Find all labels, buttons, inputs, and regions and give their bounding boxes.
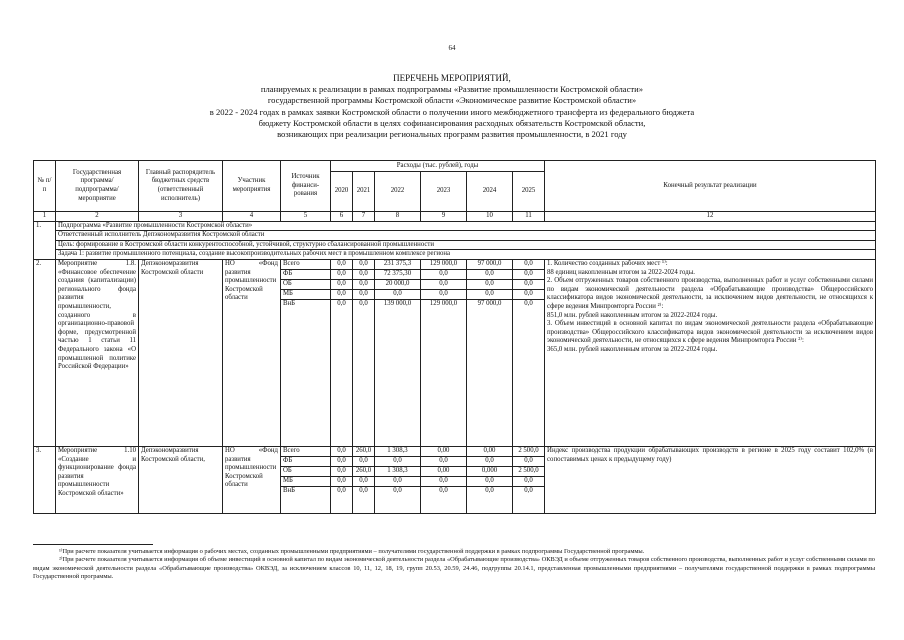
funding-value: 0,0 bbox=[353, 259, 375, 269]
heading-line: в 2022 - 2024 годах в рамках заявки Костромской области о получении иного межбюджетного трансферта из федерального бюджета bbox=[209, 106, 695, 117]
measures-table bbox=[33, 160, 876, 514]
heading-line: планируемых к реализации в рамках подпрограммы «Развитие промышленности Костромской области» bbox=[260, 84, 644, 95]
funding-value: 0,0 bbox=[513, 299, 545, 446]
funding-source: ОБ bbox=[281, 466, 331, 476]
column-number: 3 bbox=[139, 212, 223, 222]
funding-value: 0,0 bbox=[513, 259, 545, 269]
header-program: Государственная программа/ подпрограмма/ мероприятие bbox=[56, 161, 139, 212]
subprogram-row: Подпрограмма «Развитие промышленности Костромской области» bbox=[56, 221, 876, 231]
column-number: 11 bbox=[513, 212, 545, 222]
funding-value: 0,0 bbox=[375, 289, 421, 299]
funding-source: ОБ bbox=[281, 279, 331, 289]
header-manager: Главный распорядитель бюджетных средств (ответственный исполнитель) bbox=[139, 161, 223, 212]
funding-value: 0,0 bbox=[331, 259, 353, 269]
measure-result bbox=[545, 446, 876, 513]
funding-value: 0,0 bbox=[513, 456, 545, 466]
funding-value: 0,0 bbox=[331, 466, 353, 476]
funding-value: 97 000,0 bbox=[467, 299, 513, 446]
funding-source: МБ bbox=[281, 289, 331, 299]
result-line: 2. Объем отгруженных товаров собственного производства, выполненных работ и услуг собственными силами по видам экономической деятельности раздела «Обрабатывающие производства» Общероссийского классификатора видов экономической деятельности, за исключением видов деятельности, не относящихся к сфере ведения Минпромторга России ²⁾: bbox=[547, 277, 874, 310]
measure-manager: Депэкономразвития Костромской области, bbox=[139, 446, 223, 513]
header-year: 2020 bbox=[331, 172, 353, 212]
measure-manager: Депэкономразвития Костромской области bbox=[139, 259, 223, 446]
funding-value: 0,0 bbox=[513, 269, 545, 279]
funding-value: 0,0 bbox=[467, 476, 513, 486]
header-year: 2021 bbox=[353, 172, 375, 212]
funding-value: 0,0 bbox=[331, 269, 353, 279]
funding-value: 0,0 bbox=[331, 279, 353, 289]
measure-program: Мероприятие 1.8. «Финансовое обеспечение создания (капитализации) регионального фонда развития промышленности, созданного в организационно-правовой форме, предусмотренной частью 1 статьи 11 Федерального закона «О промышленной политике Российской Федерации» bbox=[56, 259, 139, 446]
column-number: 10 bbox=[467, 212, 513, 222]
measure-program: Мероприятие 1.10 «Создание и функционирование фонда развития промышленности Костромской области» bbox=[56, 446, 139, 513]
column-number: 6 bbox=[331, 212, 353, 222]
funding-value: 129 000,0 bbox=[421, 299, 467, 446]
funding-value: 0,000 bbox=[467, 466, 513, 476]
header-year: 2023 bbox=[421, 172, 467, 212]
funding-value: 0,0 bbox=[513, 486, 545, 513]
funding-value: 0,0 bbox=[353, 456, 375, 466]
funding-value: 0,0 bbox=[513, 279, 545, 289]
header-year: 2022 bbox=[375, 172, 421, 212]
funding-value: 0,0 bbox=[331, 299, 353, 446]
funding-value: 0,0 bbox=[353, 269, 375, 279]
funding-source: ФБ bbox=[281, 456, 331, 466]
funding-value: 2 500,0 bbox=[513, 466, 545, 476]
funding-value: 1 308,3 bbox=[375, 466, 421, 476]
header-year: 2024 bbox=[467, 172, 513, 212]
funding-value: 0,0 bbox=[513, 289, 545, 299]
funding-source: ВнБ bbox=[281, 486, 331, 513]
funding-value: 2 500,0 bbox=[513, 446, 545, 456]
funding-value: 0,0 bbox=[331, 446, 353, 456]
funding-value: 0,00 bbox=[421, 466, 467, 476]
column-number: 4 bbox=[223, 212, 281, 222]
funding-value: 0,0 bbox=[421, 476, 467, 486]
funding-value: 139 000,0 bbox=[375, 299, 421, 446]
header-expenses: Расходы (тыс. рублей), годы bbox=[331, 161, 545, 172]
funding-value: 260,0 bbox=[353, 446, 375, 456]
funding-value: 0,0 bbox=[353, 299, 375, 446]
column-number: 5 bbox=[281, 212, 331, 222]
column-number: 8 bbox=[375, 212, 421, 222]
funding-value: 231 375,3 bbox=[375, 259, 421, 269]
header-result: Конечный результат реализации bbox=[545, 161, 876, 212]
result-line: Индекс производства продукции обрабатывающих производств в регионе в 2025 году составит 102,0% (в сопоставимых ценах к предыдущему году) bbox=[547, 446, 874, 463]
funding-value: 0,0 bbox=[421, 269, 467, 279]
funding-value: 129 000,0 bbox=[421, 259, 467, 269]
funding-value: 0,0 bbox=[467, 456, 513, 466]
funding-value: 0,0 bbox=[375, 456, 421, 466]
funding-value: 0,00 bbox=[421, 446, 467, 456]
column-number: 12 bbox=[545, 212, 876, 222]
column-number: 1 bbox=[34, 212, 56, 222]
funding-source: МБ bbox=[281, 476, 331, 486]
header-participant: Участник мероприятия bbox=[223, 161, 281, 212]
funding-value: 0,0 bbox=[331, 476, 353, 486]
result-line: 1. Количество созданных рабочих мест ¹⁾: bbox=[547, 259, 668, 267]
measure-result bbox=[545, 259, 876, 446]
funding-value: 97 000,0 bbox=[467, 259, 513, 269]
footnotes bbox=[33, 548, 875, 582]
footnote-1: ¹⁾При расчете показателя учитывается информация о рабочих местах, созданных промышленными предприятиями – получателями государственной поддержки в рамках подпрограммы Государственной программы. bbox=[59, 548, 645, 555]
footnote-divider bbox=[33, 544, 153, 545]
heading-line: возникающих при реализации региональных программ развития промышленности, в 2021 году bbox=[277, 129, 627, 140]
funding-value: 0,0 bbox=[353, 486, 375, 513]
measure-participant: НО «Фонд развития промышленности Костромской области bbox=[223, 446, 281, 513]
funding-source: ВнБ bbox=[281, 299, 331, 446]
funding-value: 260,0 bbox=[353, 466, 375, 476]
funding-value: 0,0 bbox=[467, 289, 513, 299]
funding-value: 0,0 bbox=[353, 279, 375, 289]
funding-source: Всего bbox=[281, 446, 331, 456]
measure-number: 2. bbox=[34, 259, 56, 446]
funding-value: 0,00 bbox=[467, 446, 513, 456]
header-year: 2025 bbox=[513, 172, 545, 212]
funding-value: 0,0 bbox=[467, 279, 513, 289]
funding-value: 1 308,3 bbox=[375, 446, 421, 456]
heading-line: бюджету Костромской области в целях софинансирования расходных обязательств Костромской области, bbox=[258, 117, 646, 128]
funding-value: 0,0 bbox=[467, 269, 513, 279]
funding-value: 0,0 bbox=[353, 476, 375, 486]
funding-value: 0,0 bbox=[375, 486, 421, 513]
measure-number: 3. bbox=[34, 446, 56, 513]
measure-participant: НО «Фонд развития промышленности Костромской области bbox=[223, 259, 281, 446]
funding-value: 0,0 bbox=[353, 289, 375, 299]
goal-row: Цель: формирование в Костромской области конкурентоспособной, устойчивой, структурно сбалансированной промышленности bbox=[56, 240, 876, 250]
heading-line: государственной программы Костромской области «Экономическое развитие Костромской области» bbox=[267, 95, 637, 106]
result-line: 365,0 млн. рублей накопленным итогом за 2022-2024 годы. bbox=[547, 345, 718, 353]
funding-source: Всего bbox=[281, 259, 331, 269]
funding-value: 0,0 bbox=[331, 486, 353, 513]
section-number: 1. bbox=[34, 221, 56, 259]
document-heading bbox=[60, 73, 844, 140]
funding-value: 20 000,0 bbox=[375, 279, 421, 289]
executor-row: Ответственный исполнитель Депэкономразвития Костромской области bbox=[56, 231, 876, 241]
funding-value: 0,0 bbox=[331, 456, 353, 466]
funding-value: 0,0 bbox=[331, 289, 353, 299]
funding-value: 0,0 bbox=[467, 486, 513, 513]
task-row: Задача 1: развитие промышленного потенциала, создание высокопроизводительных рабочих мест в промышленном комплексе региона bbox=[56, 250, 876, 260]
funding-value: 0,0 bbox=[513, 476, 545, 486]
funding-value: 0,0 bbox=[421, 279, 467, 289]
header-num: № п/п bbox=[34, 161, 56, 212]
funding-value: 0,0 bbox=[421, 289, 467, 299]
header-source: Источник финанси-рования bbox=[281, 161, 331, 212]
column-number: 2 bbox=[56, 212, 139, 222]
footnote-2: ²⁾При расчете показателя учитывается информация об объеме инвестиций в основной капитал по видам экономической деятельности раздела «Обрабатывающие производства» ОКВЭД и объеме отгруженных товаров собственного производства, выполненных работ и услуг собственными силами по видам экономической деятельности раздела «Обрабатывающие производства» ОКВЭД, за исключением классов 10, 11, 12, 18, 19, групп 20.53, 20.59, 24.46, подгруппы 20.14.1, представленная промышленными предприятиями – получателями государственной поддержки в рамках подпрограммы Государственной программы. bbox=[33, 556, 875, 581]
result-line: 3. Объем инвестиций в основной капитал по видам экономической деятельности раздела «Обрабатывающие производства» Общероссийского классификатора видов экономической деятельности за исключением видов экономической деятельности, не относящихся к сфере ведения Минпромторга России ²⁾: bbox=[547, 320, 874, 345]
funding-value: 0,0 bbox=[421, 456, 467, 466]
funding-value: 0,0 bbox=[375, 476, 421, 486]
result-line: 88 единиц накопленным итогом за 2022-2024 годы. bbox=[547, 268, 695, 276]
page-number: 64 bbox=[448, 44, 456, 52]
funding-value: 0,0 bbox=[421, 486, 467, 513]
column-number: 7 bbox=[353, 212, 375, 222]
result-line: 851,0 млн. рублей накопленным итогом за 2022-2024 годы. bbox=[547, 311, 718, 319]
document-title: ПЕРЕЧЕНЬ МЕРОПРИЯТИЙ, bbox=[393, 73, 511, 83]
funding-source: ФБ bbox=[281, 269, 331, 279]
funding-value: 72 375,30 bbox=[375, 269, 421, 279]
column-number: 9 bbox=[421, 212, 467, 222]
